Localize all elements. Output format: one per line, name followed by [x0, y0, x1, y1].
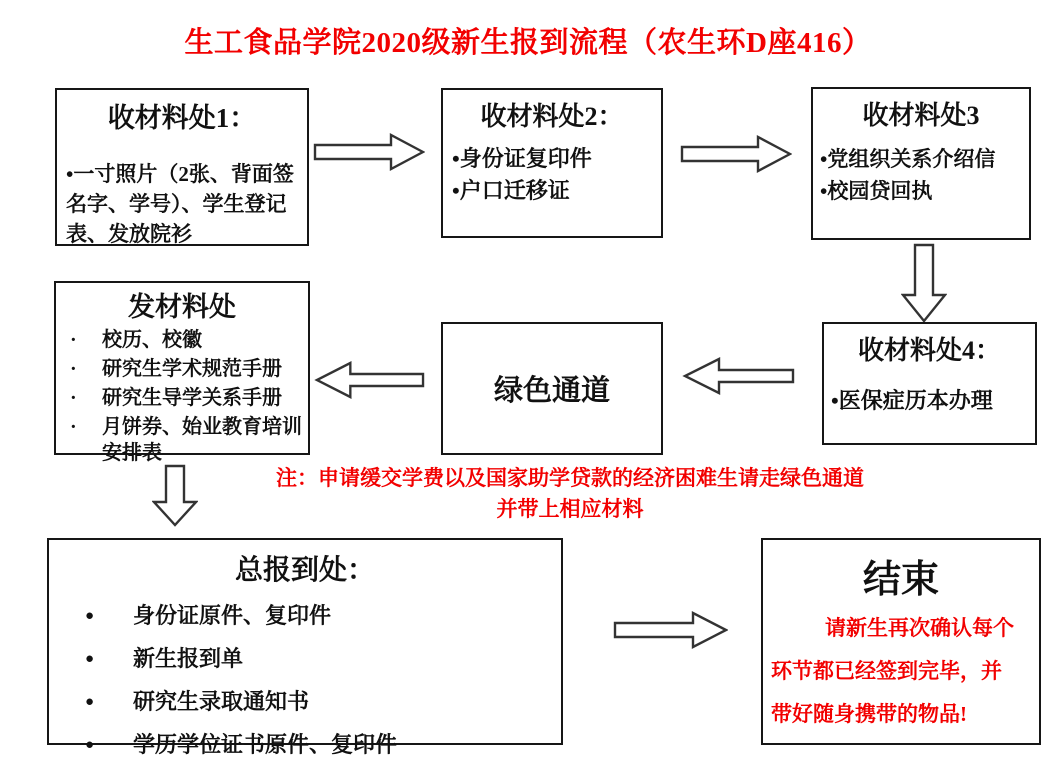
box-main-desk-item: ● 学历学位证书原件、复印件 — [49, 731, 561, 760]
box-green-channel — [441, 322, 663, 455]
box-finish — [761, 538, 1041, 745]
bullet-dot-icon: · — [70, 416, 77, 438]
box-collect2-item: •户口迁移证 — [452, 177, 570, 203]
arrow-right-icon — [613, 610, 728, 650]
box-issue-item: · 校历、校徽 — [70, 329, 202, 351]
arrow-right-icon — [313, 133, 425, 171]
box-collect1-title: 收材料处1： — [107, 103, 257, 133]
box-collect4 — [822, 322, 1037, 445]
arrow-down-icon — [901, 243, 947, 323]
arrow-left-icon — [313, 360, 425, 400]
box-issue-item: · 月饼券、始业教育培训安排表 — [70, 416, 302, 464]
note-line: 并带上相应材料 — [496, 497, 644, 521]
bullet-circle-icon: ● — [85, 737, 95, 753]
bullet-circle-icon: ● — [85, 608, 95, 624]
box-collect3-item: •校园贷回执 — [820, 178, 933, 203]
box-collect3 — [811, 87, 1031, 240]
finish-note-line: 环节都已经签到完毕，并 — [771, 659, 1002, 683]
box-issue-title: 发材料处 — [128, 292, 236, 322]
box-collect2 — [441, 88, 663, 238]
box-green-channel-title: 绿色通道 — [493, 375, 610, 407]
box-collect2-title: 收材料处2： — [480, 102, 624, 131]
box-collect4-title: 收材料处4： — [857, 336, 1001, 365]
box-collect4-item: •医保症历本办理 — [831, 388, 993, 413]
box-collect2-item: •身份证复印件 — [452, 146, 592, 171]
box-collect1 — [55, 88, 309, 246]
box-main-desk — [47, 538, 563, 757]
bullet-dot-icon: · — [70, 387, 77, 409]
bullet-circle-icon: ● — [85, 651, 95, 667]
arrow-left-icon — [681, 356, 795, 396]
bullet-dot-icon: · — [70, 329, 77, 351]
box-finish-title: 结束 — [862, 559, 939, 601]
finish-note-line: 带好随身携带的物品! — [771, 702, 967, 726]
note-line: 注：申请缓交学费以及国家助学贷款的经济困难生请走绿色通道 — [276, 466, 864, 490]
bullet-circle-icon: ● — [85, 694, 95, 710]
green-channel-note — [190, 463, 950, 525]
box-main-desk-item: ● 身份证原件、复印件 — [49, 602, 561, 631]
box-collect3-item: •党组织关系介绍信 — [820, 147, 996, 171]
page-title: 生工食品学院2020级新生报到流程（农生环D座416） — [184, 27, 872, 59]
box-collect1-body: •一寸照片（2张、背面签名字、学号）、学生登记表、发放院衫 — [66, 162, 294, 246]
box-issue-item: · 研究生导学关系手册 — [70, 387, 282, 409]
box-main-desk-item: ● 新生报到单 — [49, 645, 561, 674]
bullet-dot-icon: · — [70, 358, 77, 380]
box-main-desk-title: 总报到处： — [234, 555, 375, 586]
arrow-right-icon — [680, 135, 792, 173]
box-issue-item: · 研究生学术规范手册 — [70, 358, 282, 380]
finish-note-line: 请新生再次确认每个 — [825, 616, 1014, 640]
box-issue-materials — [54, 281, 310, 464]
box-collect3-title: 收材料处3 — [862, 101, 980, 130]
box-main-desk-item: ● 研究生录取通知书 — [49, 688, 561, 717]
